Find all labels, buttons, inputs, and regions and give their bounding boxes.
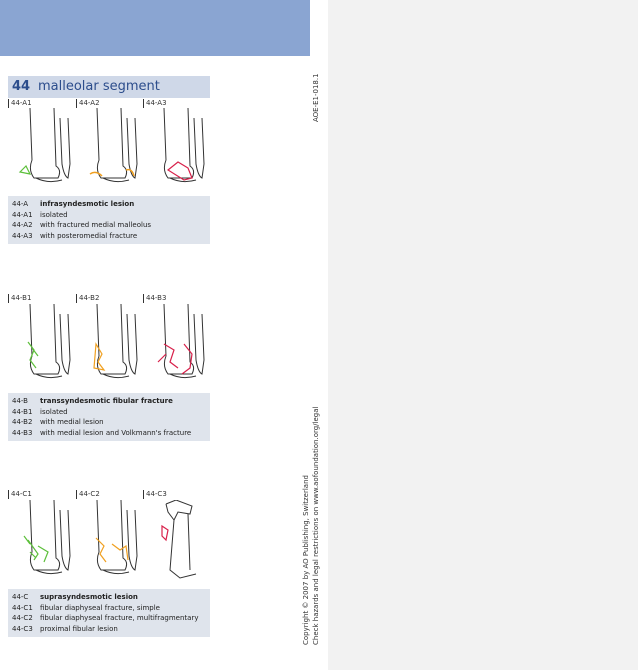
item-code: 44-B2 — [12, 418, 33, 426]
ankle-b1 — [30, 304, 70, 378]
fracture-mark-a3 — [168, 162, 192, 180]
fracture-mark-b1 — [28, 342, 38, 368]
ankle-b2 — [97, 304, 137, 378]
item-text: fibular diaphyseal fracture, multifragmentary — [40, 614, 199, 622]
document-code: AOE-E1-018.1 — [312, 73, 320, 122]
item-text: fibular diaphyseal fracture, simple — [40, 603, 160, 612]
group-code: 44-A — [12, 200, 29, 208]
subtype-label: 44-B2 — [76, 294, 99, 303]
item-code: 44-B1 — [12, 407, 33, 416]
item-code: 44-A1 — [12, 210, 33, 219]
subtype-label: 44-A1 — [8, 99, 32, 108]
item-code: 44-A2 — [12, 221, 33, 229]
fracture-illustrations-b — [8, 304, 210, 388]
group-code: 44-C — [12, 593, 29, 601]
group-code: 44-B — [12, 397, 28, 405]
item-text: isolated — [40, 210, 68, 219]
fracture-illustrations-c — [8, 500, 210, 584]
subtype-label: 44-A3 — [143, 99, 167, 108]
item-code: 44-C3 — [12, 624, 33, 633]
fracture-mark-c3 — [162, 526, 168, 540]
item-text: with medial lesion — [40, 418, 104, 426]
group-description-c — [8, 589, 210, 637]
fracture-mark-b3 — [158, 344, 192, 374]
copyright-text: Copyright © 2007 by AO Publishing, Switzerland — [302, 475, 310, 645]
item-text: with fractured medial malleolus — [40, 221, 152, 229]
segment-number: 44 — [12, 79, 31, 94]
top-banner — [0, 0, 310, 56]
fracture-illustrations-a — [8, 108, 210, 192]
ankle-c2 — [97, 500, 137, 574]
ankle-c1 — [30, 500, 70, 574]
group-title: suprasyndesmotic lesion — [40, 593, 138, 601]
subtype-label: 44-C2 — [76, 490, 100, 499]
item-text: with posteromedial fracture — [40, 231, 138, 240]
ankle-b3 — [164, 304, 204, 378]
subtype-label: 44-C1 — [8, 490, 32, 499]
item-code: 44-B3 — [12, 428, 33, 437]
item-text: isolated — [40, 407, 68, 416]
fracture-mark-c1 — [24, 536, 48, 562]
right-panel — [328, 0, 638, 670]
group-description-b — [8, 393, 210, 441]
subtype-label: 44-B1 — [8, 294, 31, 303]
fracture-mark-a2 — [90, 170, 134, 176]
legal-text: Check hazards and legal restrictions on www.aofoundation.org/legal — [312, 406, 320, 645]
subtype-label: 44-C3 — [143, 490, 167, 499]
ankle-c3 — [166, 500, 196, 578]
segment-header — [8, 76, 210, 98]
fracture-mark-a1 — [20, 166, 30, 174]
item-code: 44-C2 — [12, 614, 33, 622]
item-code: 44-A3 — [12, 231, 33, 240]
item-code: 44-C1 — [12, 603, 33, 612]
subtype-label: 44-A2 — [76, 99, 100, 108]
segment-title: malleolar segment — [38, 79, 160, 94]
group-description-a — [8, 196, 210, 244]
group-title: infrasyndesmotic lesion — [40, 200, 135, 208]
subtype-label: 44-B3 — [143, 294, 166, 303]
ankle-a1 — [30, 108, 70, 182]
item-text: proximal fibular lesion — [40, 624, 118, 633]
group-title: transsyndesmotic fibular fracture — [40, 397, 173, 405]
item-text: with medial lesion and Volkmann's fracture — [40, 428, 192, 437]
